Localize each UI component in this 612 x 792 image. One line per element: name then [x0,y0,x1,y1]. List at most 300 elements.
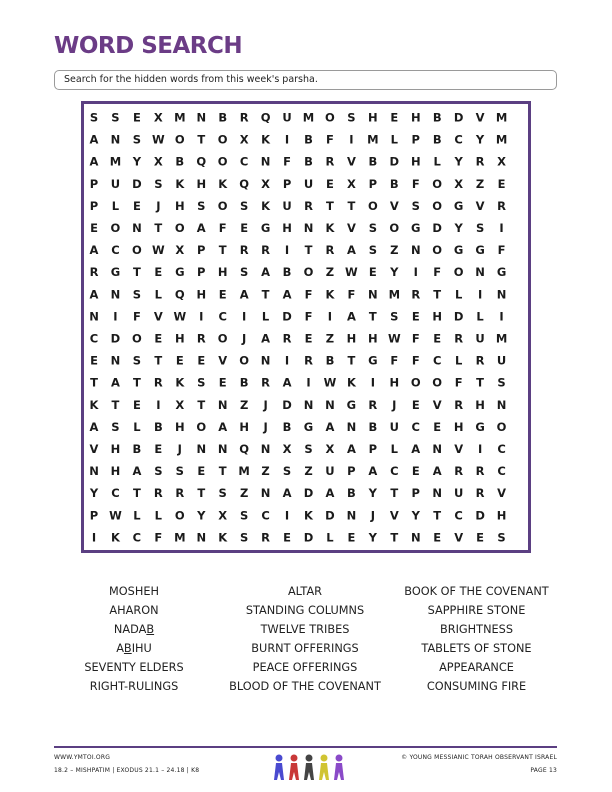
grid-letter[interactable]: H [196,287,207,302]
grid-letter[interactable]: R [282,331,292,346]
grid-letter[interactable]: V [389,508,399,523]
grid-letter[interactable]: S [154,464,163,479]
grid-letter[interactable]: H [496,508,507,523]
grid-letter[interactable]: N [110,132,121,147]
grid-letter[interactable]: I [284,508,290,523]
grid-letter[interactable]: B [368,154,378,169]
grid-letter[interactable]: X [346,176,356,191]
grid-letter[interactable]: T [197,132,206,147]
grid-letter[interactable]: R [411,287,421,302]
grid-letter[interactable]: D [432,221,442,235]
grid-letter[interactable]: Y [411,508,420,523]
grid-letter[interactable]: V [89,442,99,456]
grid-letter[interactable]: D [132,176,142,191]
grid-letter[interactable]: O [174,508,185,523]
grid-letter[interactable]: V [389,198,399,213]
grid-letter[interactable]: P [89,176,99,191]
grid-letter[interactable]: M [302,110,315,125]
grid-letter[interactable]: A [110,375,120,390]
grid-letter[interactable]: E [154,331,163,346]
grid-letter[interactable]: C [239,154,249,169]
grid-letter[interactable]: Y [454,221,463,235]
grid-letter[interactable]: O [110,221,121,235]
grid-letter[interactable]: E [497,176,506,191]
grid-letter[interactable]: H [217,265,228,280]
grid-letter[interactable]: B [325,353,335,368]
grid-letter[interactable]: O [174,132,185,147]
grid-letter[interactable]: S [175,464,184,479]
grid-letter[interactable]: K [304,508,313,523]
grid-letter[interactable]: O [217,132,228,147]
grid-letter[interactable]: G [368,353,378,368]
grid-letter[interactable]: L [454,287,463,302]
grid-letter[interactable]: T [347,198,356,213]
grid-letter[interactable]: I [113,309,118,324]
grid-letter[interactable]: Z [261,464,270,479]
grid-letter[interactable]: F [411,331,420,346]
grid-letter[interactable]: E [90,221,98,235]
grid-letter[interactable]: P [411,486,420,501]
grid-letter[interactable]: R [304,353,313,368]
grid-letter[interactable]: V [218,353,228,368]
grid-letter[interactable]: V [497,486,507,501]
grid-letter[interactable]: N [110,287,121,302]
grid-letter[interactable]: H [410,154,421,169]
grid-letter[interactable]: O [132,243,142,258]
grid-letter[interactable]: T [154,353,163,368]
grid-letter[interactable]: E [197,353,206,368]
grid-letter[interactable]: T [304,243,313,258]
grid-letter[interactable]: T [390,530,399,545]
grid-letter[interactable]: F [283,154,291,169]
grid-letter[interactable]: P [368,176,378,191]
grid-letter[interactable]: V [432,397,442,412]
grid-letter[interactable]: V [454,530,464,545]
grid-letter[interactable]: O [453,265,464,280]
grid-letter[interactable]: D [110,331,121,346]
grid-letter[interactable]: S [111,419,120,434]
grid-letter[interactable]: O [132,331,142,346]
grid-letter[interactable]: S [240,530,249,545]
grid-letter[interactable]: K [175,176,185,191]
grid-letter[interactable]: O [410,375,421,390]
grid-letter[interactable]: I [370,375,375,390]
grid-letter[interactable]: B [304,132,313,147]
grid-letter[interactable]: B [347,486,356,501]
grid-letter[interactable]: U [475,331,485,346]
grid-letter[interactable]: J [370,508,375,523]
grid-letter[interactable]: J [242,331,247,346]
grid-letter[interactable]: K [175,375,185,390]
grid-letter[interactable]: Q [196,154,207,169]
grid-letter[interactable]: G [175,265,185,280]
grid-letter[interactable]: A [261,265,271,280]
grid-letter[interactable]: F [218,221,227,235]
grid-letter[interactable]: U [325,464,335,479]
grid-letter[interactable]: K [325,221,335,235]
grid-letter[interactable]: F [304,309,313,324]
grid-letter[interactable]: E [411,464,420,479]
grid-letter[interactable]: B [153,419,163,434]
grid-letter[interactable]: O [303,265,314,280]
grid-letter[interactable]: U [496,353,507,368]
grid-letter[interactable]: R [239,110,249,125]
grid-letter[interactable]: Z [325,331,335,346]
grid-letter[interactable]: E [368,265,377,280]
grid-letter[interactable]: C [390,464,399,479]
grid-letter[interactable]: R [368,397,378,412]
grid-letter[interactable]: B [132,442,142,456]
grid-letter[interactable]: E [175,353,184,368]
grid-letter[interactable]: A [196,221,206,235]
grid-letter[interactable]: L [433,154,441,169]
grid-letter[interactable]: C [111,243,120,258]
grid-letter[interactable]: Y [475,132,485,147]
grid-letter[interactable]: G [453,243,464,258]
grid-letter[interactable]: X [218,508,228,523]
grid-letter[interactable]: E [283,530,291,545]
grid-letter[interactable]: V [153,309,163,324]
grid-letter[interactable]: X [325,442,335,456]
grid-letter[interactable]: R [261,530,271,545]
grid-letter[interactable]: J [263,419,268,434]
grid-letter[interactable]: V [454,442,464,456]
grid-letter[interactable]: N [260,154,271,169]
grid-letter[interactable]: N [132,221,142,235]
grid-letter[interactable]: R [153,375,163,390]
grid-letter[interactable]: S [282,464,292,479]
grid-letter[interactable]: H [196,176,207,191]
grid-letter[interactable]: X [282,442,292,456]
grid-letter[interactable]: Z [304,464,313,479]
grid-letter[interactable]: T [368,309,377,324]
grid-letter[interactable]: N [303,397,314,412]
grid-letter[interactable]: R [325,243,335,258]
grid-letter[interactable]: F [497,243,506,258]
grid-letter[interactable]: R [454,331,464,346]
grid-letter[interactable]: D [453,309,464,324]
grid-letter[interactable]: L [154,287,163,302]
grid-letter[interactable]: H [346,331,357,346]
grid-letter[interactable]: A [346,243,356,258]
grid-letter[interactable]: K [89,397,99,412]
grid-letter[interactable]: N [260,353,271,368]
grid-letter[interactable]: U [453,486,464,501]
grid-letter[interactable]: B [368,419,378,434]
grid-letter[interactable]: A [218,419,228,434]
grid-letter[interactable]: N [196,110,207,125]
grid-letter[interactable]: F [433,265,442,280]
grid-letter[interactable]: I [477,442,483,456]
grid-letter[interactable]: Z [239,486,249,501]
grid-letter[interactable]: N [346,419,357,434]
grid-letter[interactable]: C [132,530,142,545]
grid-letter[interactable]: N [368,287,378,302]
grid-letter[interactable]: C [89,331,99,346]
grid-letter[interactable]: O [367,198,378,213]
grid-letter[interactable]: O [432,375,443,390]
grid-letter[interactable]: K [110,530,120,545]
grid-letter[interactable]: A [89,419,99,434]
grid-letter[interactable]: N [260,486,271,501]
grid-letter[interactable]: F [411,176,420,191]
grid-letter[interactable]: C [411,419,420,434]
grid-letter[interactable]: N [89,309,99,324]
grid-letter[interactable]: A [432,464,442,479]
grid-letter[interactable]: H [368,110,378,125]
grid-letter[interactable]: T [433,508,442,523]
grid-letter[interactable]: I [413,265,418,280]
grid-letter[interactable]: X [153,154,163,169]
grid-letter[interactable]: I [349,132,354,147]
grid-letter[interactable]: A [346,442,356,456]
grid-letter[interactable]: Y [390,265,399,280]
grid-letter[interactable]: A [89,243,99,258]
grid-letter[interactable]: B [389,176,399,191]
grid-letter[interactable]: M [174,110,186,125]
grid-letter[interactable]: R [475,154,485,169]
grid-letter[interactable]: W [152,132,165,147]
grid-letter[interactable]: S [132,132,142,147]
grid-letter[interactable]: E [433,530,442,545]
grid-letter[interactable]: D [282,309,292,324]
grid-letter[interactable]: S [240,198,249,213]
grid-letter[interactable]: Q [239,442,250,456]
grid-letter[interactable]: A [282,375,292,390]
grid-letter[interactable]: N [346,508,357,523]
grid-letter[interactable]: V [346,221,356,235]
grid-letter[interactable]: S [218,486,227,501]
grid-letter[interactable]: R [153,486,163,501]
grid-letter[interactable]: N [410,530,421,545]
grid-letter[interactable]: M [109,154,122,169]
grid-letter[interactable]: D [453,110,464,125]
grid-letter[interactable]: E [132,198,141,213]
grid-letter[interactable]: P [347,464,356,479]
grid-letter[interactable]: U [110,176,121,191]
grid-letter[interactable]: T [218,464,227,479]
grid-letter[interactable]: G [346,397,357,412]
grid-letter[interactable]: G [110,265,121,280]
grid-letter[interactable]: E [218,375,227,390]
grid-letter[interactable]: C [432,353,442,368]
grid-letter[interactable]: K [218,176,228,191]
grid-letter[interactable]: Z [390,243,399,258]
grid-letter[interactable]: C [454,132,463,147]
grid-letter[interactable]: B [432,132,442,147]
grid-letter[interactable]: A [411,442,421,456]
grid-letter[interactable]: S [132,287,142,302]
grid-letter[interactable]: N [196,442,207,456]
grid-letter[interactable]: E [390,110,399,125]
grid-letter[interactable]: W [173,309,187,324]
grid-letter[interactable]: E [218,287,227,302]
grid-letter[interactable]: C [261,508,270,523]
grid-letter[interactable]: O [389,221,400,235]
grid-letter[interactable]: I [156,397,161,412]
grid-letter[interactable]: S [240,508,249,523]
grid-letter[interactable]: S [89,110,99,125]
grid-letter[interactable]: I [499,221,504,235]
grid-letter[interactable]: H [110,442,121,456]
grid-letter[interactable]: T [476,375,485,390]
grid-letter[interactable]: X [497,154,506,169]
grid-letter[interactable]: N [475,265,485,280]
grid-letter[interactable]: C [497,442,506,456]
grid-letter[interactable]: N [89,464,99,479]
grid-letter[interactable]: Q [239,176,250,191]
grid-letter[interactable]: U [389,419,399,434]
grid-letter[interactable]: W [345,265,358,280]
grid-letter[interactable]: P [282,176,292,191]
grid-letter[interactable]: Z [475,176,485,191]
grid-letter[interactable]: H [368,331,378,346]
grid-letter[interactable]: Y [368,486,378,501]
grid-letter[interactable]: Y [132,154,142,169]
grid-letter[interactable]: W [323,375,337,390]
grid-letter[interactable]: O [174,221,185,235]
grid-letter[interactable]: D [325,508,335,523]
grid-letter[interactable]: B [175,154,185,169]
grid-letter[interactable]: N [432,442,443,456]
grid-letter[interactable]: A [368,464,378,479]
grid-letter[interactable]: H [174,198,185,213]
grid-letter[interactable]: G [303,419,314,434]
grid-letter[interactable]: G [260,221,271,235]
grid-letter[interactable]: T [433,287,442,302]
grid-letter[interactable]: I [284,353,290,368]
grid-letter[interactable]: N [496,287,507,302]
grid-letter[interactable]: B [239,375,249,390]
grid-letter[interactable]: E [411,397,420,412]
grid-letter[interactable]: M [495,110,508,125]
grid-letter[interactable]: M [388,287,401,302]
grid-letter[interactable]: A [325,486,335,501]
grid-letter[interactable]: P [197,243,206,258]
grid-letter[interactable]: N [217,397,228,412]
grid-letter[interactable]: Y [454,154,463,169]
grid-letter[interactable]: U [282,110,292,125]
grid-letter[interactable]: W [387,331,401,346]
grid-letter[interactable]: P [368,442,378,456]
grid-letter[interactable]: R [454,397,464,412]
grid-letter[interactable]: Y [368,530,378,545]
grid-letter[interactable]: M [495,132,508,147]
grid-letter[interactable]: A [282,486,292,501]
grid-letter[interactable]: O [432,198,443,213]
grid-letter[interactable]: K [261,132,271,147]
grid-letter[interactable]: T [154,221,163,235]
grid-letter[interactable]: R [89,265,99,280]
grid-letter[interactable]: T [326,198,334,213]
grid-letter[interactable]: L [133,419,141,434]
grid-letter[interactable]: O [496,419,507,434]
grid-letter[interactable]: X [239,132,249,147]
grid-letter[interactable]: F [154,530,163,545]
grid-letter[interactable]: J [156,198,161,213]
grid-letter[interactable]: N [325,397,335,412]
grid-letter[interactable]: E [304,331,313,346]
grid-letter[interactable]: X [261,176,271,191]
grid-letter[interactable]: R [175,486,185,501]
grid-letter[interactable]: U [303,176,314,191]
grid-letter[interactable]: A [282,287,292,302]
grid-letter[interactable]: A [89,154,99,169]
grid-letter[interactable]: D [475,508,485,523]
grid-letter[interactable]: T [132,265,141,280]
grid-letter[interactable]: R [497,198,506,213]
grid-letter[interactable]: T [132,486,141,501]
grid-letter[interactable]: A [89,287,99,302]
grid-letter[interactable]: I [499,309,504,324]
grid-letter[interactable]: R [261,375,271,390]
grid-letter[interactable]: X [175,397,185,412]
grid-letter[interactable]: S [411,198,420,213]
grid-letter[interactable]: H [110,464,121,479]
grid-letter[interactable]: G [475,419,485,434]
grid-letter[interactable]: R [239,243,249,258]
grid-letter[interactable]: T [132,375,141,390]
grid-letter[interactable]: E [240,221,249,235]
grid-letter[interactable]: B [218,110,228,125]
grid-letter[interactable]: L [261,309,270,324]
grid-letter[interactable]: Z [239,397,249,412]
grid-letter[interactable]: X [175,243,185,258]
grid-letter[interactable]: I [199,309,204,324]
grid-letter[interactable]: L [326,530,334,545]
grid-letter[interactable]: S [368,243,377,258]
grid-letter[interactable]: F [326,132,334,147]
grid-letter[interactable]: M [174,530,186,545]
grid-letter[interactable]: A [89,132,99,147]
grid-letter[interactable]: V [475,110,485,125]
grid-letter[interactable]: P [411,132,420,147]
grid-letter[interactable]: J [177,442,182,456]
grid-letter[interactable]: H [389,375,400,390]
grid-letter[interactable]: N [110,353,121,368]
grid-letter[interactable]: R [325,154,335,169]
grid-letter[interactable]: N [303,221,314,235]
grid-letter[interactable]: F [454,375,463,390]
grid-letter[interactable]: R [475,486,485,501]
grid-letter[interactable]: B [282,265,292,280]
grid-letter[interactable]: N [217,442,228,456]
grid-letter[interactable]: E [433,331,442,346]
grid-letter[interactable]: L [154,508,163,523]
grid-letter[interactable]: T [347,353,356,368]
grid-letter[interactable]: Z [325,265,335,280]
grid-letter[interactable]: Q [174,287,185,302]
grid-letter[interactable]: H [174,331,185,346]
grid-letter[interactable]: J [263,397,268,412]
grid-letter[interactable]: P [89,508,99,523]
grid-letter[interactable]: S [304,442,313,456]
grid-letter[interactable]: H [432,309,443,324]
grid-letter[interactable]: E [197,464,206,479]
grid-letter[interactable]: M [495,331,508,346]
grid-letter[interactable]: L [390,132,398,147]
grid-letter[interactable]: G [453,198,464,213]
grid-letter[interactable]: B [304,154,313,169]
grid-letter[interactable]: L [390,442,398,456]
grid-letter[interactable]: H [453,419,464,434]
grid-letter[interactable]: I [284,132,290,147]
grid-letter[interactable]: T [390,486,399,501]
grid-letter[interactable]: O [239,353,250,368]
grid-letter[interactable]: I [91,530,97,545]
grid-letter[interactable]: I [306,375,311,390]
grid-letter[interactable]: S [111,110,120,125]
